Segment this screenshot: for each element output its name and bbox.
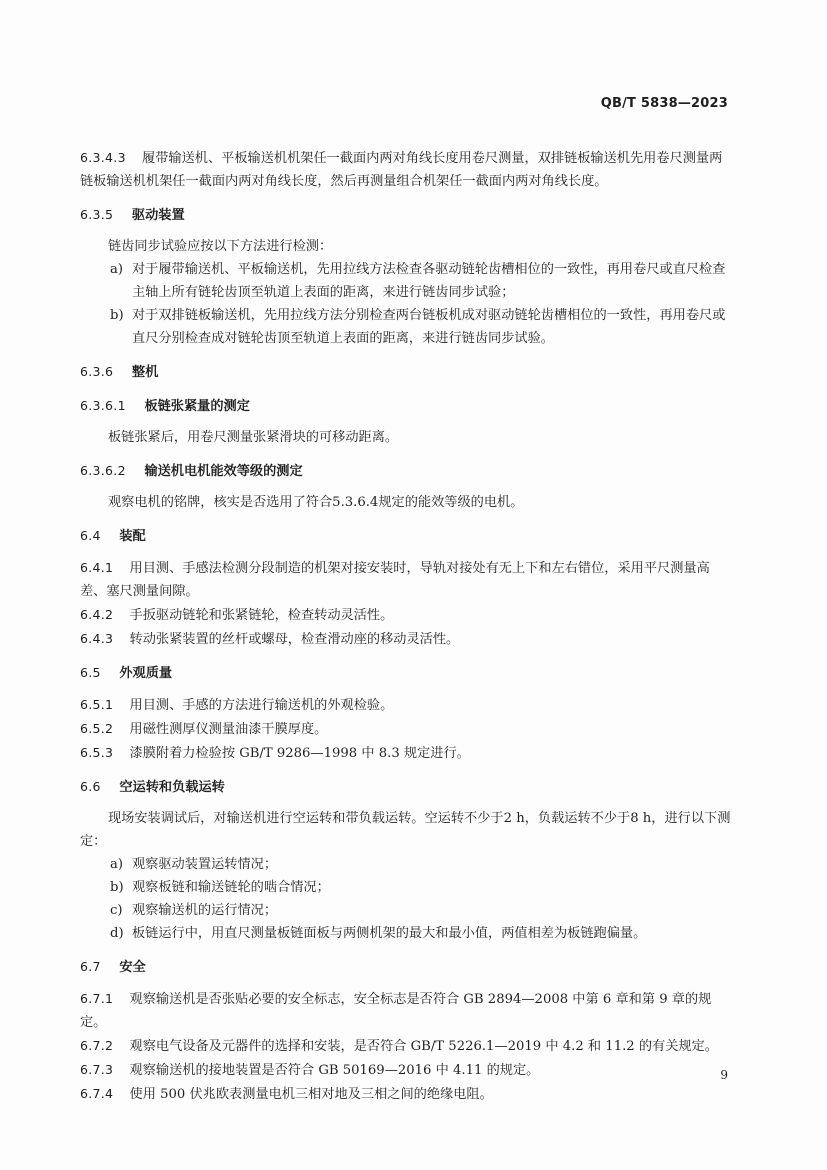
clause-number: 6.4.1 — [80, 560, 114, 575]
clause-6-5-1 — [80, 693, 732, 717]
list-item-text: 观察板链和输送链轮的啮合情况； — [132, 880, 330, 895]
section-heading-6-6 — [80, 775, 732, 799]
paragraph: 观察电机的铭牌，核实是否选用了符合5.3.6.4规定的能效等级的电机。 — [108, 495, 524, 510]
list-marker: d) — [110, 926, 124, 941]
clause-number: 6.5.2 — [80, 721, 114, 736]
clause-6-4-3 — [80, 627, 732, 651]
section-number: 6.3.5 — [80, 207, 114, 222]
document-body — [80, 146, 732, 1106]
section-title: 输送机电机能效等级的测定 — [144, 464, 303, 479]
clause-text: 用磁性测厚仪测量油漆干膜厚度。 — [129, 722, 328, 737]
list-marker: b) — [110, 880, 124, 895]
section-title: 整机 — [131, 365, 159, 380]
clause-text: 使用 500 伏兆欧表测量电机三相对地及三相之间的绝缘电阻。 — [129, 1087, 493, 1102]
paragraph: 板链张紧后，用卷尺测量张紧滑块的可移动距离。 — [108, 430, 399, 445]
clause-number: 6.5.1 — [80, 697, 114, 712]
list-item-text: 对于双排链板输送机，先用拉线方法分别检查两台链板机成对驱动链轮齿槽相位的一致性，再用卷尺或直尺分别检查成对链轮齿顶至轨道上表面的距离，来进行链齿同步试验。 — [132, 308, 726, 346]
clause-6-7-4 — [80, 1082, 732, 1106]
clause-text: 用目测、手感的方法进行输送机的外观检验。 — [129, 698, 394, 713]
list-marker: b) — [110, 308, 124, 323]
list-marker: c) — [110, 903, 123, 918]
section-heading-6-3-6-1 — [80, 394, 732, 418]
clause-text: 转动张紧装置的丝杆或螺母，检查滑动座的移动灵活性。 — [129, 632, 460, 647]
list-item-text: 对于履带输送机、平板输送机，先用拉线方法检查各驱动链轮齿槽相位的一致性，再用卷尺或直尺检查主轴上所有链轮齿顶至轨道上表面的距离，来进行链齿同步试验； — [132, 262, 726, 300]
clause-text: 观察输送机的接地装置是否符合 GB 50169—2016 中 4.11 的规定。 — [129, 1063, 540, 1078]
clause-number: 6.7.3 — [80, 1062, 114, 1077]
clause-6-7-1 — [80, 987, 732, 1034]
list-marker: a) — [110, 857, 124, 872]
section-title: 装配 — [119, 529, 146, 544]
clause-text: 用目测、手感法检测分段制造的机架对接安装时，导轨对接处有无上下和左右错位，采用平尺测量高差、塞尺测量间隙。 — [80, 561, 710, 599]
clause-text: 观察输送机是否张贴必要的安全标志，安全标志是否符合 GB 2894—2008 中第 6 章和第 9 章的规定。 — [80, 992, 712, 1030]
section-heading-6-4 — [80, 524, 732, 548]
paragraph: 链齿同步试验应按以下方法进行检测： — [108, 239, 333, 254]
clause-6-7-2 — [80, 1034, 732, 1058]
clause-6-5-3 — [80, 741, 732, 765]
clause-text: 履带输送机、平板输送机机架任一截面内两对角线长度用卷尺测量，双排链板输送机先用卷尺测量两链板输送机机架任一截面内两对角线长度，然后再测量组合机架任一截面内两对角线长度。 — [80, 151, 723, 189]
section-heading-6-3-5 — [80, 203, 732, 227]
clause-number: 6.4.2 — [80, 607, 114, 622]
list-item — [80, 853, 732, 876]
section-heading-6-3-6-2 — [80, 459, 732, 483]
clause-text: 观察电气设备及元器件的选择和安装，是否符合 GB/T 5226.1—2019 中 4.2 和 11.2 的有关规定。 — [129, 1039, 718, 1054]
section-title: 外观质量 — [119, 666, 173, 681]
clause-6-7-3 — [80, 1058, 732, 1082]
clause-number: 6.7.4 — [80, 1086, 114, 1101]
list-item — [80, 304, 732, 350]
section-heading-6-3-6 — [80, 360, 732, 384]
clause-6-4-2 — [80, 603, 732, 627]
list-marker: a) — [110, 262, 124, 277]
clause-number: 6.7.2 — [80, 1038, 114, 1053]
list-item-text: 板链运行中，用直尺测量板链面板与两侧机架的最大和最小值，两值相差为板链跑偏量。 — [132, 926, 647, 941]
page-number: 9 — [720, 1068, 728, 1082]
list-item — [80, 899, 732, 922]
clause-number: 6.5.3 — [80, 745, 114, 760]
section-heading-6-7 — [80, 955, 732, 979]
list-item-text: 观察驱动装置运转情况； — [132, 857, 278, 872]
section-number: 6.7 — [80, 959, 101, 974]
clause-text: 手扳驱动链轮和张紧链轮，检查转动灵活性。 — [129, 608, 394, 623]
clause-number: 6.4.3 — [80, 631, 114, 646]
clause-6-3-4-3 — [80, 146, 732, 193]
section-title: 板链张紧量的测定 — [144, 399, 250, 414]
section-title: 驱动装置 — [131, 208, 185, 223]
section-title: 空运转和负载运转 — [119, 780, 225, 795]
section-number: 6.3.6.1 — [80, 398, 126, 413]
section-number: 6.6 — [80, 779, 101, 794]
section-number: 6.3.6.2 — [80, 463, 126, 478]
section-heading-6-5 — [80, 661, 732, 685]
list-item — [80, 876, 732, 899]
paragraph: 现场安装调试后，对输送机进行空运转和带负载运转。空运转不少于2 h，负载运转不少于8 h，进行以下测定： — [80, 811, 731, 849]
section-number: 6.3.6 — [80, 364, 114, 379]
section-number: 6.4 — [80, 528, 101, 543]
clause-number: 6.3.4.3 — [80, 150, 126, 165]
standard-code-header: QB/T 5838—2023 — [600, 96, 728, 111]
list-item — [80, 258, 732, 304]
clause-text: 漆膜附着力检验按 GB/T 9286—1998 中 8.3 规定进行。 — [129, 746, 470, 761]
clause-6-4-1 — [80, 556, 732, 603]
section-number: 6.5 — [80, 665, 101, 680]
list-item-text: 观察输送机的运行情况； — [132, 903, 278, 918]
section-title: 安全 — [119, 960, 146, 975]
list-6-6 — [80, 853, 732, 945]
list-item — [80, 922, 732, 945]
clause-number: 6.7.1 — [80, 991, 114, 1006]
clause-6-5-2 — [80, 717, 732, 741]
list-6-3-5 — [80, 258, 732, 350]
